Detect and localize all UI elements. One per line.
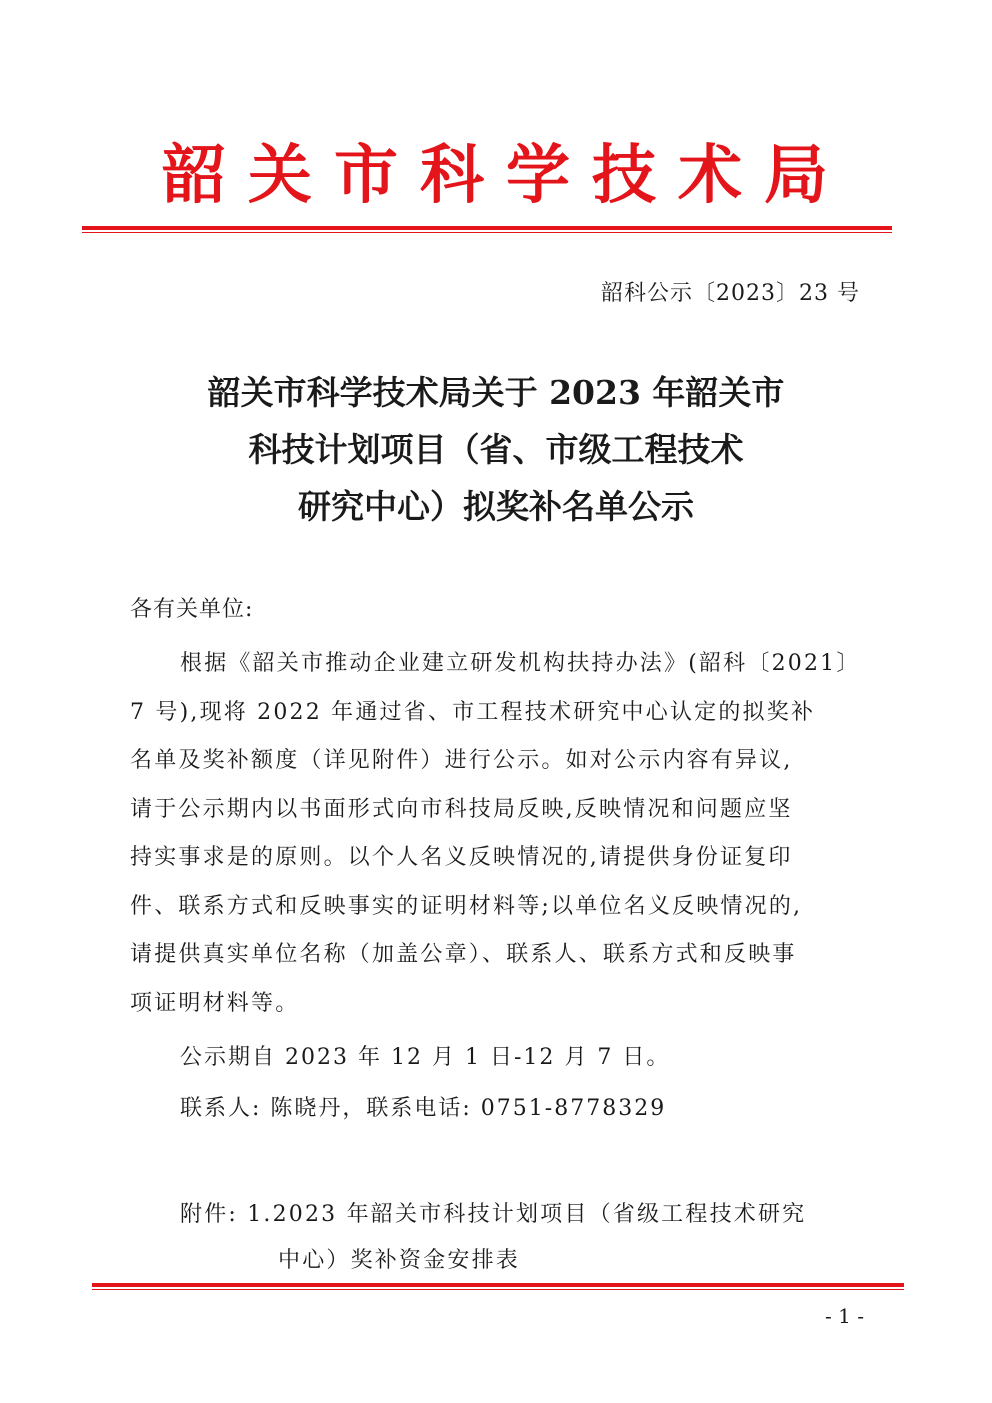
- document-number: 韶科公示〔2023〕23 号: [601, 281, 860, 306]
- footer-rule-thick: [92, 1283, 904, 1287]
- title-line: 科技计划项目（省、市级工程技术: [248, 430, 744, 469]
- attachment-line: 附件: 1.2023 年韶关市科技计划项目（省级工程技术研究: [180, 1202, 807, 1227]
- salutation: 各有关单位:: [130, 597, 254, 622]
- body-line: 请于公示期内以书面形式向市科技局反映,反映情况和问题应坚: [130, 796, 793, 822]
- body-line: 名单及奖补额度（详见附件）进行公示。如对公示内容有异议,: [130, 748, 793, 773]
- title-line: 研究中心）拟奖补名单公示: [298, 487, 694, 526]
- body-line: 项证明材料等。: [130, 990, 300, 1016]
- title-line: 韶关市科学技术局关于 2023 年韶关市: [207, 373, 785, 412]
- body-paragraph: [130, 640, 860, 1028]
- attachment-line-continued: 中心）奖补资金安排表: [278, 1248, 521, 1273]
- body-line: 请提供真实单位名称（加盖公章）、联系人、联系方式和反映事: [130, 942, 797, 967]
- agency-header-title: 韶关市科学技术局: [162, 139, 850, 213]
- body-line: 7 号),现将 2022 年通过省、市工程技术研究中心认定的拟奖补: [130, 699, 816, 725]
- document-title: [0, 364, 992, 535]
- header-rule-thin: [82, 232, 892, 233]
- attachment-list: [180, 1192, 806, 1284]
- header-rule-thick: [82, 226, 892, 230]
- body-line: 持实事求是的原则。以个人名义反映情况的,请提供身份证复印: [130, 845, 793, 870]
- body-line: 根据《韶关市推动企业建立研发机构扶持办法》(韶科〔2021〕: [180, 651, 861, 676]
- footer-rule-thin: [92, 1289, 904, 1290]
- page-number: - 1 -: [825, 1304, 864, 1328]
- contact-info: 联系人: 陈晓丹，联系电话: 0751-8778329: [180, 1096, 667, 1121]
- body-line: 件、联系方式和反映事实的证明材料等;以单位名义反映情况的,: [130, 893, 803, 919]
- publicity-period: 公示期自 2023 年 12 月 1 日-12 月 7 日。: [180, 1045, 671, 1070]
